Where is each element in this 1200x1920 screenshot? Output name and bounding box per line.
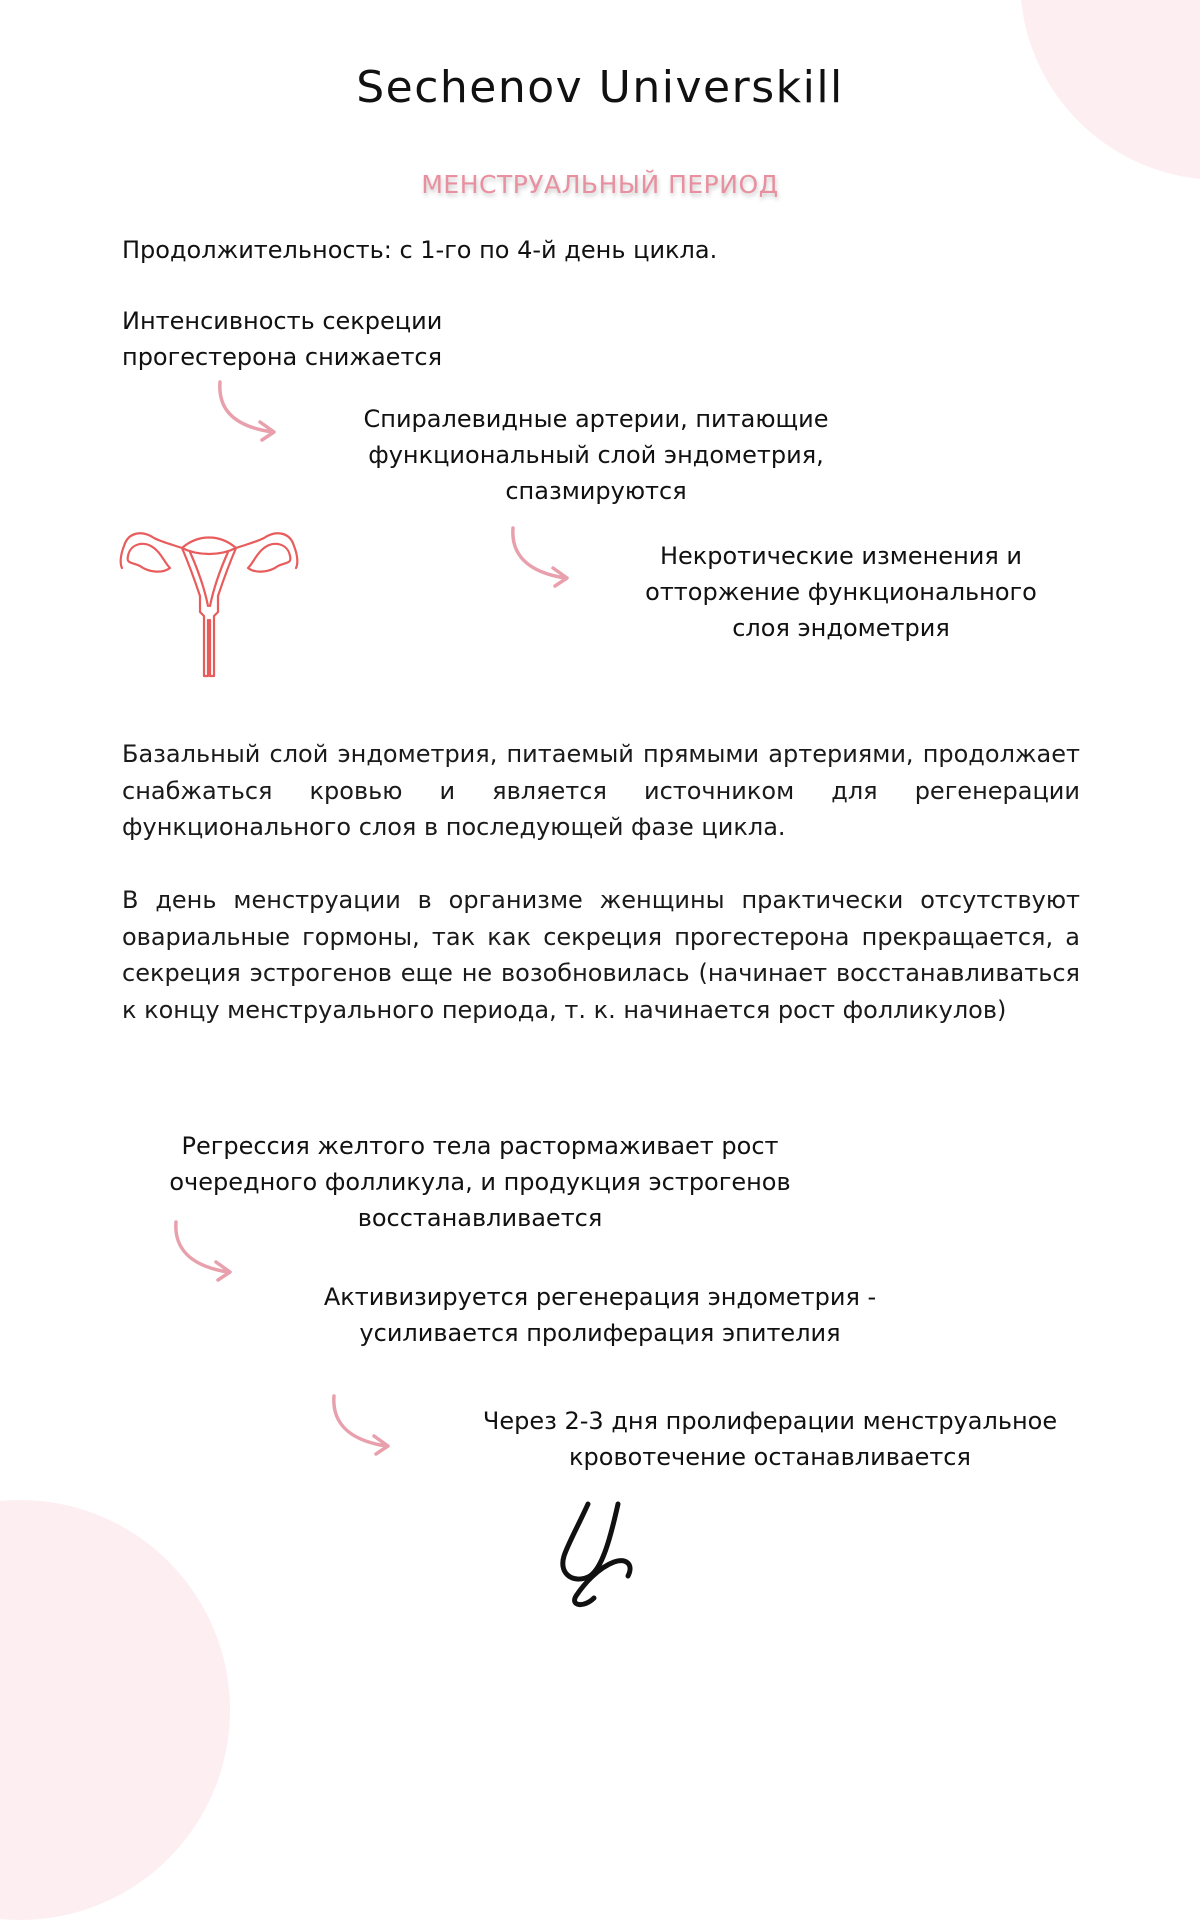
paragraph-hormones: В день менструации в организме женщины практически отсутствуют овариальные гормоны, так как секреция прогестерона прекращается, а секреция эстрогенов еще не возобновилась (начинает восстанавливаться к концу менструального периода, т. к. начинается рост фолликулов) (122, 886, 1080, 1024)
curved-arrow-icon (326, 1392, 406, 1462)
page-title: Sechenov Universkill (356, 62, 844, 113)
duration-text: Продолжительность: с 1-го по 4-й день цикла. (122, 236, 718, 264)
universkill-logo (550, 1500, 650, 1610)
flow1-step3 (606, 538, 1076, 646)
flow2-step3 (440, 1403, 1100, 1475)
text-line: Регрессия желтого тела растормаживает рост (181, 1132, 779, 1160)
text-line: очередного фолликула, и продукция эстрогенов (169, 1168, 791, 1196)
section-heading: МЕНСТРУАЛЬНЫЙ ПЕРИОД (421, 170, 779, 199)
decorative-circle-bottom-left (0, 1500, 230, 1920)
text-line: функциональный слой эндометрия, (368, 441, 824, 469)
curved-arrow-icon (168, 1218, 248, 1288)
text-line: Через 2-3 дня пролиферации менструальное (482, 1407, 1058, 1435)
flow1-step1 (122, 303, 442, 375)
text-line: слоя эндометрия (732, 614, 950, 642)
text-line: отторжение функционального (645, 578, 1037, 606)
flow1-step2 (318, 401, 874, 509)
curved-arrow-icon (210, 378, 290, 448)
text-line: Спиралевидные артерии, питающие (363, 405, 829, 433)
text-line: кровотечение останавливается (569, 1443, 971, 1471)
text-line: Некротические изменения и (659, 542, 1023, 570)
text-line: восстанавливается (357, 1204, 603, 1232)
flow2-step2 (270, 1279, 930, 1351)
paragraph-basal-layer: Базальный слой эндометрия, питаемый прямыми артериями, продолжает снабжаться кровью и является источником для регенерации функционального слоя в последующей фазе цикла. (122, 740, 1080, 841)
text-line: Интенсивность секреции (122, 307, 443, 335)
text-line: прогестерона снижается (122, 343, 443, 371)
uterus-illustration (118, 526, 300, 680)
text-line: усиливается пролиферация эпителия (359, 1319, 841, 1347)
curved-arrow-icon (505, 524, 585, 594)
text-line: Активизируется регенерация эндометрия - (323, 1283, 877, 1311)
text-line: спазмируются (505, 477, 687, 505)
